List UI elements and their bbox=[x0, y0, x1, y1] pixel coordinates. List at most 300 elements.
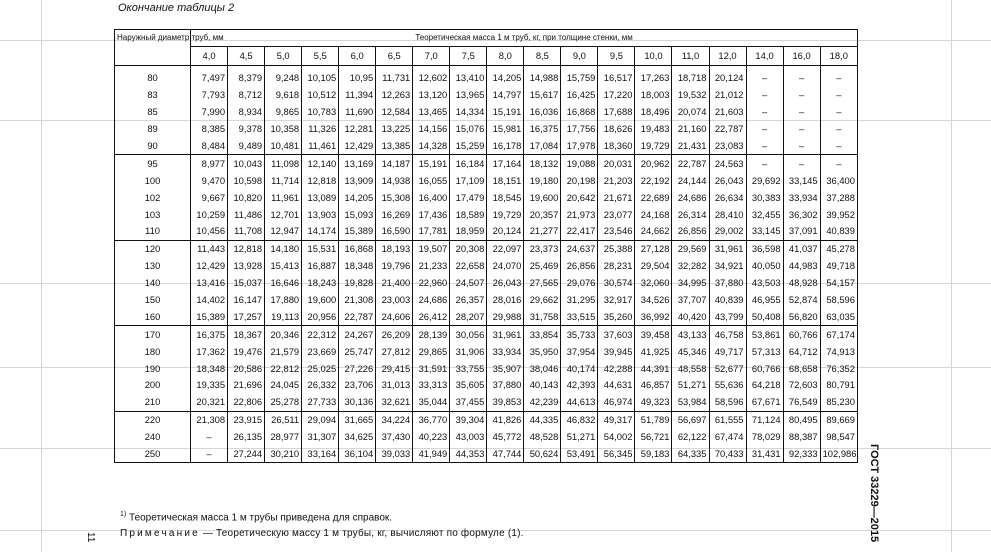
mass-cell: 24,563 bbox=[709, 155, 746, 172]
mass-cell: 58,596 bbox=[709, 394, 746, 411]
mass-cell: 40,174 bbox=[561, 360, 598, 377]
mass-cell: 20,031 bbox=[598, 155, 635, 172]
mass-cell: 10,043 bbox=[228, 155, 265, 172]
mass-cell: 40,839 bbox=[820, 223, 857, 240]
mass-cell: 48,928 bbox=[783, 275, 820, 292]
mass-cell: 12,281 bbox=[339, 121, 376, 138]
diameter-cell: 85 bbox=[115, 104, 191, 121]
mass-cell: 27,226 bbox=[339, 360, 376, 377]
diameter-header: Наружный диаметр труб, мм bbox=[115, 30, 191, 66]
mass-cell: 42,239 bbox=[524, 394, 561, 411]
mass-cell: 21,603 bbox=[709, 104, 746, 121]
mass-cell: 24,637 bbox=[561, 240, 598, 257]
footnote bbox=[120, 511, 392, 523]
mass-cell: 22,689 bbox=[635, 189, 672, 206]
mass-cell: 13,928 bbox=[228, 258, 265, 275]
mass-cell: 29,002 bbox=[709, 223, 746, 240]
mass-cell: 37,954 bbox=[561, 343, 598, 360]
mass-cell: 18,132 bbox=[524, 155, 561, 172]
mass-cell: 33,145 bbox=[746, 223, 783, 240]
mass-cell: 18,193 bbox=[376, 240, 413, 257]
mass-cell: 32,282 bbox=[672, 258, 709, 275]
diameter-cell: 140 bbox=[115, 275, 191, 292]
mass-cell: 52,874 bbox=[783, 292, 820, 309]
table-row bbox=[115, 104, 858, 121]
thickness-header: 8,0 bbox=[487, 47, 524, 66]
thickness-header: 5,0 bbox=[265, 47, 302, 66]
mass-cell: 9,865 bbox=[265, 104, 302, 121]
mass-cell: 13,225 bbox=[376, 121, 413, 138]
mass-cell: 23,083 bbox=[709, 138, 746, 155]
mass-cell: 11,394 bbox=[339, 87, 376, 104]
mass-cell: 28,410 bbox=[709, 206, 746, 223]
mass-cell: 18,151 bbox=[487, 172, 524, 189]
mass-cell: 56,820 bbox=[783, 308, 820, 325]
mass-cell: 33,854 bbox=[524, 326, 561, 343]
thickness-header: 9,5 bbox=[598, 47, 635, 66]
mass-cell: 12,602 bbox=[413, 66, 450, 87]
mass-cell: 40,143 bbox=[524, 377, 561, 394]
mass-cell: 70,433 bbox=[709, 446, 746, 463]
mass-cell: 37,603 bbox=[598, 326, 635, 343]
mass-cell: 20,357 bbox=[524, 206, 561, 223]
mass-cell: 14,205 bbox=[339, 189, 376, 206]
mass-cell: 17,781 bbox=[413, 223, 450, 240]
mass-cell: 21,671 bbox=[598, 189, 635, 206]
mass-cell: 13,965 bbox=[450, 87, 487, 104]
thickness-header: 8,5 bbox=[524, 47, 561, 66]
mass-cell: 8,712 bbox=[228, 87, 265, 104]
mass-cell: 16,646 bbox=[265, 275, 302, 292]
mass-cell: 44,613 bbox=[561, 394, 598, 411]
mass-cell: 54,157 bbox=[820, 275, 857, 292]
mass-cell: 45,278 bbox=[820, 240, 857, 257]
mass-cell: 44,983 bbox=[783, 258, 820, 275]
mass-cell: 18,348 bbox=[339, 258, 376, 275]
mass-cell: 14,205 bbox=[487, 66, 524, 87]
mass-cell: 24,686 bbox=[672, 189, 709, 206]
mass-cell: 26,856 bbox=[672, 223, 709, 240]
mass-cell: 64,335 bbox=[672, 446, 709, 463]
mass-cell: 36,598 bbox=[746, 240, 783, 257]
mass-cell: 42,288 bbox=[598, 360, 635, 377]
mass-cell: 18,367 bbox=[228, 326, 265, 343]
mass-cell: 26,412 bbox=[413, 308, 450, 325]
thickness-header: 6,0 bbox=[339, 47, 376, 66]
mass-cell: 46,832 bbox=[561, 411, 598, 428]
mass-cell: 20,308 bbox=[450, 240, 487, 257]
mass-cell: 39,304 bbox=[450, 411, 487, 428]
mass-cell: 25,025 bbox=[302, 360, 339, 377]
mass-cell: 17,164 bbox=[487, 155, 524, 172]
mass-cell: 36,770 bbox=[413, 411, 450, 428]
mass-cell: 10,481 bbox=[265, 138, 302, 155]
mass-cell: 78,029 bbox=[746, 429, 783, 446]
mass-cell: 15,037 bbox=[228, 275, 265, 292]
mass-cell: 12,263 bbox=[376, 87, 413, 104]
mass-cell: 23,077 bbox=[598, 206, 635, 223]
table-row bbox=[115, 66, 858, 87]
mass-cell: 19,335 bbox=[191, 377, 228, 394]
mass-cell: 19,729 bbox=[635, 138, 672, 155]
mass-cell: 40,839 bbox=[709, 292, 746, 309]
mass-cell: 22,787 bbox=[672, 155, 709, 172]
mass-cell: 31,013 bbox=[376, 377, 413, 394]
mass-cell: 30,056 bbox=[450, 326, 487, 343]
mass-cell: 31,307 bbox=[302, 429, 339, 446]
mass-cell: 26,314 bbox=[672, 206, 709, 223]
mass-cell: 19,600 bbox=[524, 189, 561, 206]
table-row bbox=[115, 240, 858, 257]
mass-cell: 25,388 bbox=[598, 240, 635, 257]
mass-cell: 31,431 bbox=[746, 446, 783, 463]
mass-cell: 44,391 bbox=[635, 360, 672, 377]
mass-cell: 59,183 bbox=[635, 446, 672, 463]
mass-cell: 12,818 bbox=[302, 172, 339, 189]
mass-cell: 20,124 bbox=[487, 223, 524, 240]
mass-cell: 46,857 bbox=[635, 377, 672, 394]
diameter-cell: 180 bbox=[115, 343, 191, 360]
mass-cell: 31,295 bbox=[561, 292, 598, 309]
mass-cell: 19,532 bbox=[672, 87, 709, 104]
mass-cell: 16,184 bbox=[450, 155, 487, 172]
thickness-header: 16,0 bbox=[783, 47, 820, 66]
mass-cell: 35,605 bbox=[450, 377, 487, 394]
thickness-header: 14,0 bbox=[746, 47, 783, 66]
thickness-header: 7,5 bbox=[450, 47, 487, 66]
mass-cell: 31,906 bbox=[450, 343, 487, 360]
mass-cell: 33,934 bbox=[783, 189, 820, 206]
mass-cell: 32,621 bbox=[376, 394, 413, 411]
mass-cell: 39,945 bbox=[598, 343, 635, 360]
footnote-mark: 1) bbox=[120, 511, 127, 518]
mass-cell: 29,094 bbox=[302, 411, 339, 428]
mass-cell: 58,596 bbox=[820, 292, 857, 309]
mass-cell: 13,465 bbox=[413, 104, 450, 121]
mass-cell: 11,731 bbox=[376, 66, 413, 87]
mass-cell: 26,209 bbox=[376, 326, 413, 343]
table-row bbox=[115, 343, 858, 360]
diameter-cell: 150 bbox=[115, 292, 191, 309]
mass-cell: 17,109 bbox=[450, 172, 487, 189]
mass-cell: 11,326 bbox=[302, 121, 339, 138]
thickness-header-row bbox=[115, 47, 858, 66]
mass-cell: 13,089 bbox=[302, 189, 339, 206]
mass-cell: – bbox=[783, 138, 820, 155]
mass-cell: 20,586 bbox=[228, 360, 265, 377]
mass-cell: 13,909 bbox=[339, 172, 376, 189]
mass-cell: 31,758 bbox=[524, 308, 561, 325]
mass-cell: 18,348 bbox=[191, 360, 228, 377]
mass-cell: 19,507 bbox=[413, 240, 450, 257]
mass-cell: – bbox=[820, 66, 857, 87]
mass-cell: 23,706 bbox=[339, 377, 376, 394]
mass-cell: 33,755 bbox=[450, 360, 487, 377]
mass-cell: 56,697 bbox=[672, 411, 709, 428]
mass-cell: 19,088 bbox=[561, 155, 598, 172]
mass-cell: 64,712 bbox=[783, 343, 820, 360]
mass-cell: 62,122 bbox=[672, 429, 709, 446]
mass-cell: 37,091 bbox=[783, 223, 820, 240]
mass-cell: 26,135 bbox=[228, 429, 265, 446]
mass-cell: 32,917 bbox=[598, 292, 635, 309]
mass-cell: – bbox=[820, 87, 857, 104]
mass-cell: 24,507 bbox=[450, 275, 487, 292]
mass-cell: 12,429 bbox=[191, 258, 228, 275]
table-row bbox=[115, 87, 858, 104]
mass-cell: 36,104 bbox=[339, 446, 376, 463]
mass-cell: 29,692 bbox=[746, 172, 783, 189]
mass-cell: 17,436 bbox=[413, 206, 450, 223]
mass-cell: 37,880 bbox=[709, 275, 746, 292]
table-row bbox=[115, 155, 858, 172]
mass-cell: 43,003 bbox=[450, 429, 487, 446]
mass-cell: 23,669 bbox=[302, 343, 339, 360]
mass-cell: 74,913 bbox=[820, 343, 857, 360]
table-row bbox=[115, 308, 858, 325]
mass-cell: 12,584 bbox=[376, 104, 413, 121]
mass-cell: 32,455 bbox=[746, 206, 783, 223]
mass-cell: 16,425 bbox=[561, 87, 598, 104]
mass-cell: 8,484 bbox=[191, 138, 228, 155]
mass-cell: 26,634 bbox=[709, 189, 746, 206]
table-row bbox=[115, 189, 858, 206]
table-row bbox=[115, 326, 858, 343]
mass-cell: 64,218 bbox=[746, 377, 783, 394]
thickness-header: 10,0 bbox=[635, 47, 672, 66]
mass-cell: 33,164 bbox=[302, 446, 339, 463]
mass-cell: 39,458 bbox=[635, 326, 672, 343]
table-caption: Окончание таблицы 2 bbox=[118, 2, 235, 14]
mass-cell: 10,598 bbox=[228, 172, 265, 189]
mass-cell: 18,545 bbox=[487, 189, 524, 206]
mass-cell: 48,558 bbox=[672, 360, 709, 377]
mass-cell: 24,045 bbox=[265, 377, 302, 394]
mass-cell: 35,044 bbox=[413, 394, 450, 411]
mass-cell: 67,671 bbox=[746, 394, 783, 411]
mass-cell: 10,259 bbox=[191, 206, 228, 223]
mass-cell: 13,120 bbox=[413, 87, 450, 104]
mass-cell: 45,346 bbox=[672, 343, 709, 360]
mass-cell: 43,799 bbox=[709, 308, 746, 325]
mass-cell: 29,569 bbox=[672, 240, 709, 257]
footnote-text: Теоретическая масса 1 м трубы приведена для справок. bbox=[129, 512, 393, 524]
mass-cell: 15,191 bbox=[487, 104, 524, 121]
diameter-cell: 220 bbox=[115, 411, 191, 428]
mass-cell: 25,747 bbox=[339, 343, 376, 360]
mass-cell: 19,796 bbox=[376, 258, 413, 275]
mass-cell: 54,002 bbox=[598, 429, 635, 446]
mass-cell: 9,248 bbox=[265, 66, 302, 87]
mass-cell: 17,257 bbox=[228, 308, 265, 325]
mass-cell: 11,461 bbox=[302, 138, 339, 155]
mass-cell: 41,826 bbox=[487, 411, 524, 428]
mass-cell: 12,140 bbox=[302, 155, 339, 172]
mass-cell: 24,606 bbox=[376, 308, 413, 325]
thickness-header: 11,0 bbox=[672, 47, 709, 66]
mass-cell: – bbox=[820, 155, 857, 172]
note-text: — Теоретическую массу 1 м трубы, кг, вычисляют по формуле (1). bbox=[199, 528, 524, 539]
mass-cell: 49,317 bbox=[598, 411, 635, 428]
mass-cell: 10,358 bbox=[265, 121, 302, 138]
mass-cell: 16,055 bbox=[413, 172, 450, 189]
mass-cell: 16,590 bbox=[376, 223, 413, 240]
mass-cell: 24,662 bbox=[635, 223, 672, 240]
mass-cell: 13,903 bbox=[302, 206, 339, 223]
mass-cell: 30,210 bbox=[265, 446, 302, 463]
mass-cell: 44,335 bbox=[524, 411, 561, 428]
mass-cell: – bbox=[746, 104, 783, 121]
mass-cell: 15,389 bbox=[191, 308, 228, 325]
mass-cell: 30,383 bbox=[746, 189, 783, 206]
mass-cell: 13,385 bbox=[376, 138, 413, 155]
mass-cell: 12,947 bbox=[265, 223, 302, 240]
mass-cell: 15,191 bbox=[413, 155, 450, 172]
table-row bbox=[115, 394, 858, 411]
mass-cell: 25,469 bbox=[524, 258, 561, 275]
mass-cell: 68,658 bbox=[783, 360, 820, 377]
mass-cell: 40,050 bbox=[746, 258, 783, 275]
mass-cell: 16,178 bbox=[487, 138, 524, 155]
mass-cell: 21,160 bbox=[672, 121, 709, 138]
mass-cell: – bbox=[783, 155, 820, 172]
mass-cell: 51,271 bbox=[561, 429, 598, 446]
mass-cell: 33,934 bbox=[487, 343, 524, 360]
mass-cell: 47,744 bbox=[487, 446, 524, 463]
mass-cell: – bbox=[746, 121, 783, 138]
mass-cell: 18,243 bbox=[302, 275, 339, 292]
mass-cell: 32,060 bbox=[635, 275, 672, 292]
mass-cell: 29,076 bbox=[561, 275, 598, 292]
mass-cell: 9,378 bbox=[228, 121, 265, 138]
mass-cell: 42,393 bbox=[561, 377, 598, 394]
mass-cell: 41,925 bbox=[635, 343, 672, 360]
mass-cell: 39,033 bbox=[376, 446, 413, 463]
mass-cell: – bbox=[746, 66, 783, 87]
mass-cell: 22,960 bbox=[413, 275, 450, 292]
mass-cell: 24,144 bbox=[672, 172, 709, 189]
mass-cell: 7,793 bbox=[191, 87, 228, 104]
diameter-cell: 200 bbox=[115, 377, 191, 394]
mass-cell: 50,624 bbox=[524, 446, 561, 463]
mass-cell: 23,373 bbox=[524, 240, 561, 257]
diameter-cell: 102 bbox=[115, 189, 191, 206]
mass-cell: 20,642 bbox=[561, 189, 598, 206]
mass-cell: 19,600 bbox=[302, 292, 339, 309]
mass-cell: 39,952 bbox=[820, 206, 857, 223]
mass-cell: 19,483 bbox=[635, 121, 672, 138]
mass-cell: 16,868 bbox=[339, 240, 376, 257]
mass-cell: 10,820 bbox=[228, 189, 265, 206]
mass-cell: 17,756 bbox=[561, 121, 598, 138]
mass-cell: 22,097 bbox=[487, 240, 524, 257]
mass-cell: 34,995 bbox=[672, 275, 709, 292]
table-row bbox=[115, 377, 858, 394]
mass-cell: 56,345 bbox=[598, 446, 635, 463]
table-row bbox=[115, 292, 858, 309]
mass-cell: 21,277 bbox=[524, 223, 561, 240]
mass-cell: 10,783 bbox=[302, 104, 339, 121]
diameter-cell: 95 bbox=[115, 155, 191, 172]
mass-cell: 21,012 bbox=[709, 87, 746, 104]
mass-cell: 18,496 bbox=[635, 104, 672, 121]
table-row bbox=[115, 411, 858, 428]
mass-cell: 25,278 bbox=[265, 394, 302, 411]
table-row bbox=[115, 360, 858, 377]
mass-cell: 51,789 bbox=[635, 411, 672, 428]
mass-cell: 56,721 bbox=[635, 429, 672, 446]
mass-cell: 18,589 bbox=[450, 206, 487, 223]
table-row bbox=[115, 446, 858, 463]
mass-cell: 76,549 bbox=[783, 394, 820, 411]
mass-cell: 17,362 bbox=[191, 343, 228, 360]
mass-cell: 11,961 bbox=[265, 189, 302, 206]
mass-cell: 10,512 bbox=[302, 87, 339, 104]
mass-cell: 22,658 bbox=[450, 258, 487, 275]
table-row bbox=[115, 275, 858, 292]
mass-cell: 27,565 bbox=[524, 275, 561, 292]
thickness-header: 6,5 bbox=[376, 47, 413, 66]
diameter-cell: 240 bbox=[115, 429, 191, 446]
mass-cell: 57,313 bbox=[746, 343, 783, 360]
mass-cell: 33,515 bbox=[561, 308, 598, 325]
guide-line bbox=[41, 0, 42, 552]
mass-cell: 21,308 bbox=[191, 411, 228, 428]
mass-cell: 22,192 bbox=[635, 172, 672, 189]
mass-cell: – bbox=[746, 87, 783, 104]
mass-cell: 22,417 bbox=[561, 223, 598, 240]
mass-cell: 16,375 bbox=[191, 326, 228, 343]
mass-cell: 39,853 bbox=[487, 394, 524, 411]
mass-cell: 19,113 bbox=[265, 308, 302, 325]
page-number: 11 bbox=[85, 532, 96, 543]
mass-cell: 31,665 bbox=[339, 411, 376, 428]
mass-cell: 16,036 bbox=[524, 104, 561, 121]
mass-cell: 45,772 bbox=[487, 429, 524, 446]
mass-cell: 36,992 bbox=[635, 308, 672, 325]
mass-cell: 21,203 bbox=[598, 172, 635, 189]
mass-cell: 11,708 bbox=[228, 223, 265, 240]
mass-cell: 80,495 bbox=[783, 411, 820, 428]
mass-cell: 29,865 bbox=[413, 343, 450, 360]
mass-cell: 27,733 bbox=[302, 394, 339, 411]
mass-cell: 14,180 bbox=[265, 240, 302, 257]
mass-cell: 21,973 bbox=[561, 206, 598, 223]
mass-cell: 7,497 bbox=[191, 66, 228, 87]
mass-cell: 44,353 bbox=[450, 446, 487, 463]
mass-cell: 12,818 bbox=[228, 240, 265, 257]
standard-designation: ГОСТ 33229—2015 bbox=[868, 444, 880, 543]
mass-cell: 41,037 bbox=[783, 240, 820, 257]
mass-cell: 27,128 bbox=[635, 240, 672, 257]
mass-cell: 11,098 bbox=[265, 155, 302, 172]
mass-cell: 29,504 bbox=[635, 258, 672, 275]
mass-cell: 14,938 bbox=[376, 172, 413, 189]
mass-cell: 23,003 bbox=[376, 292, 413, 309]
mass-cell: 34,526 bbox=[635, 292, 672, 309]
mass-cell: 43,133 bbox=[672, 326, 709, 343]
mass-cell: 27,244 bbox=[228, 446, 265, 463]
mass-cell: 76,352 bbox=[820, 360, 857, 377]
mass-cell: 40,223 bbox=[413, 429, 450, 446]
mass-cell: 16,269 bbox=[376, 206, 413, 223]
mass-cell: 14,156 bbox=[413, 121, 450, 138]
mass-cell: 61,555 bbox=[709, 411, 746, 428]
mass-cell: 34,921 bbox=[709, 258, 746, 275]
mass-cell: 14,797 bbox=[487, 87, 524, 104]
thickness-header: 12,0 bbox=[709, 47, 746, 66]
table-row bbox=[115, 121, 858, 138]
